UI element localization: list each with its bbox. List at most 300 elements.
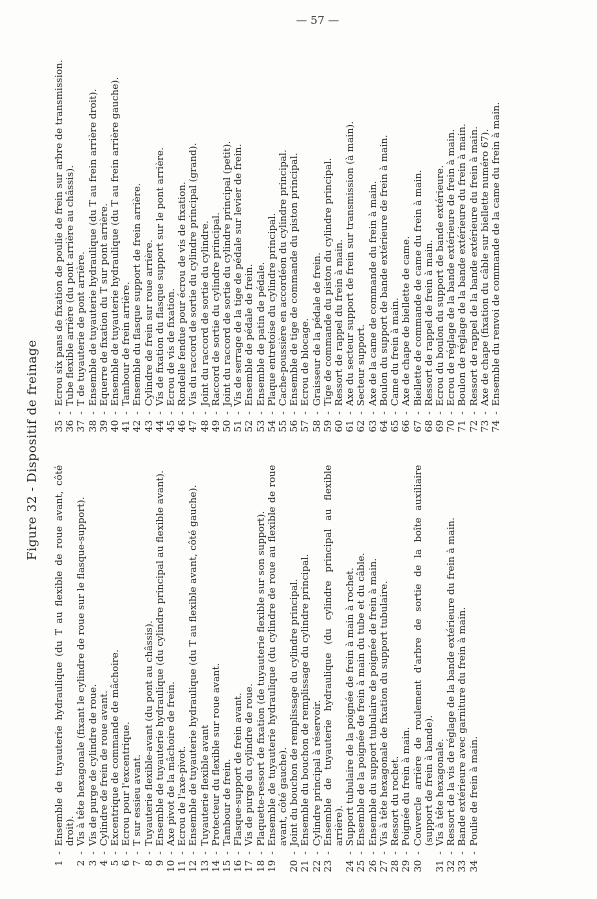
legend-separator: - <box>401 851 413 855</box>
legend-number: 36 <box>65 420 77 433</box>
legend-separator: - <box>154 851 166 855</box>
legend-entry <box>144 465 155 880</box>
legend-entry <box>54 25 65 440</box>
legend-number: 61 <box>345 420 357 433</box>
figure-title: Figure 32 - Dispositif de freinage <box>24 339 39 561</box>
legend-text: Ensemble de tuyauterie hydraulique (du T au flexible avant, côté gauche). <box>188 484 200 846</box>
legend-separator: - <box>222 851 234 855</box>
legend-separator: - <box>255 411 267 415</box>
legend-separator: - <box>479 411 491 415</box>
legend-separator: - <box>143 851 155 855</box>
legend-text: Axe de chape de biellette de came. <box>401 236 413 406</box>
legend-separator: - <box>98 851 110 855</box>
legend-separator: - <box>166 851 178 855</box>
legend-entry <box>166 465 177 880</box>
legend-text: Ecrou de réglage de la bande extérieure de frein à main. <box>446 129 458 406</box>
legend-entry <box>289 25 300 440</box>
legend-number: 51 <box>233 420 245 433</box>
legend-text: Vis à tête hexagonale de fixation du support tubulaire. <box>378 580 390 846</box>
legend-separator: - <box>356 851 368 855</box>
legend-text: Ressort de rappel de la bande extérieure du frein à main. <box>468 126 480 406</box>
legend-text: Ensemble du renvoi de commande de la came du frein à main. <box>490 102 502 406</box>
legend-text: Poignée du frein à main. <box>401 727 413 846</box>
legend-entry <box>435 465 446 880</box>
legend-text: Axe de chape (fixation du câble sur biellette numéro 67). <box>479 128 491 406</box>
legend-number: 74 <box>490 420 502 433</box>
legend-entry <box>446 25 457 440</box>
legend-number: 16 <box>233 860 245 873</box>
legend-separator: - <box>356 411 368 415</box>
legend-separator: - <box>233 411 245 415</box>
legend-text: Ressort de rappel de frein à main. <box>423 239 435 406</box>
legend-number: 29 <box>401 860 413 873</box>
legend-text: Ensemble de tuyauterie hydraulique (du T au frein arrière gauche). <box>110 77 122 406</box>
legend-entry <box>121 25 132 440</box>
legend-text: Ensemble de tuyauterie hydraulique (du T au frein arrière droit). <box>87 88 99 406</box>
legend-entry <box>211 465 222 880</box>
legend-number: 10 <box>166 860 178 873</box>
legend-number: 35 <box>54 420 65 433</box>
legend-text: Ecrou du boulon du support de bande extérieure. <box>434 165 446 406</box>
legend-text: Poulie de frein à main. <box>468 736 480 846</box>
legend-text: Tige de commande du piston du cylindre principal. <box>322 157 334 406</box>
legend-number: 44 <box>154 420 166 433</box>
legend-number: 40 <box>110 420 122 433</box>
legend-text: Axe du secteur support de frein sur transmission (à main). <box>345 121 357 406</box>
legend-entry <box>188 25 199 440</box>
legend-text: Cylindre de frein sur roue arrière. <box>143 239 155 406</box>
legend-number: 66 <box>401 420 413 433</box>
legend-separator: - <box>188 411 200 415</box>
legend-entry <box>222 465 233 880</box>
legend-number: 56 <box>289 420 301 433</box>
legend-text: Boulon du support de bande extérieure de frein à main. <box>378 134 390 406</box>
legend-text: Ensemble de tuyauterie hydraulique (du cylindre de roue au flexible de roue avant, côté gauche). <box>266 465 290 846</box>
legend-separator: - <box>278 411 290 415</box>
legend-separator: - <box>110 411 122 415</box>
legend-text: Cylindre principal à réservoir. <box>311 700 323 846</box>
legend-entry <box>480 25 491 440</box>
legend-text: T sur essieu avant. <box>132 754 144 846</box>
legend-separator: - <box>210 411 222 415</box>
legend-number: 30 <box>412 860 424 873</box>
legend-number: 72 <box>468 420 480 433</box>
legend-entry <box>132 25 143 440</box>
legend-separator: - <box>457 411 469 415</box>
legend-entry <box>413 25 424 440</box>
legend-number: 67 <box>412 420 424 433</box>
legend-number: 25 <box>356 860 368 873</box>
legend-text: Biellette de commande de came du frein à main. <box>412 169 424 406</box>
legend-text: Plaquette-ressort de fixation (de tuyauterie flexible sur son support). <box>255 510 267 846</box>
legend-entry <box>300 25 311 440</box>
legend-entry <box>222 25 233 440</box>
legend-entry <box>155 25 166 440</box>
legend-text: Ensemble de tuyauterie hydraulique (du cylindre principal au flexible avant). <box>154 470 166 846</box>
legend-number: 31 <box>434 860 446 873</box>
legend-entry <box>413 465 435 880</box>
legend-number: 62 <box>356 420 368 433</box>
legend-separator: - <box>289 851 301 855</box>
legend-number: 57 <box>300 420 312 433</box>
legend-number: 5 <box>110 860 122 867</box>
legend-separator: - <box>177 411 189 415</box>
legend-number: 69 <box>434 420 446 433</box>
legend-text: Tube flexible arrière (du pont arrière au châssis). <box>65 165 77 406</box>
legend-entry <box>390 25 401 440</box>
legend-entry <box>379 465 390 880</box>
legend-entry <box>401 25 412 440</box>
legend-entry <box>132 465 143 880</box>
legend-text: Ecrou six pans de fixation de poulie de frein sur arbre de transmission. <box>54 59 65 406</box>
legend-number: 37 <box>76 420 88 433</box>
legend-text: Raccord de sortie du cylindre principal. <box>210 212 222 406</box>
legend-number: 49 <box>210 420 222 433</box>
legend-number: 64 <box>378 420 390 433</box>
legend-entry <box>200 25 211 440</box>
legend-number: 38 <box>87 420 99 433</box>
legend-number: 68 <box>423 420 435 433</box>
legend-text: Flasque-support de frein avant. <box>233 692 245 846</box>
legend-separator: - <box>54 851 65 855</box>
legend-separator: - <box>166 411 178 415</box>
legend-text: Protecteur du flexible sur roue avant. <box>210 663 222 846</box>
legend-entry <box>368 25 379 440</box>
legend-text: Vis de purge du cylindre de roue. <box>244 683 256 846</box>
legend-number: 43 <box>143 420 155 433</box>
legend-text: Graisseur de la pédale de frein. <box>311 252 323 406</box>
legend-separator: - <box>345 851 357 855</box>
legend-number: 70 <box>446 420 458 433</box>
legend-number: 6 <box>121 860 133 867</box>
legend-separator: - <box>390 851 402 855</box>
legend-separator: - <box>345 411 357 415</box>
legend-text: Boulon de réglage de la bande extérieure du frein à main. <box>457 123 469 406</box>
legend-separator: - <box>188 851 200 855</box>
legend-entry <box>188 465 199 880</box>
legend-separator: - <box>378 411 390 415</box>
legend-entry <box>368 465 379 880</box>
legend-separator: - <box>255 851 267 855</box>
legend-text: Bande extérieure avec garniture du frein à main. <box>457 607 469 846</box>
legend-text: Tambour de frein arrière. <box>121 281 133 406</box>
legend-text: Ensemble de tige de commande du piston principal. <box>289 152 301 406</box>
legend-separator: - <box>334 411 346 415</box>
legend-separator: - <box>300 851 312 855</box>
legend-separator: - <box>132 411 144 415</box>
legend-separator: - <box>446 411 458 415</box>
legend-entry <box>356 465 367 880</box>
legend-separator: - <box>468 411 480 415</box>
legend-entry <box>323 25 334 440</box>
legend-text: Ensemble de patin de pédale. <box>255 261 267 406</box>
legend-number: 18 <box>255 860 267 873</box>
legend-number: 65 <box>390 420 402 433</box>
legend-text: Came du frein à main. <box>390 297 402 406</box>
legend-number: 41 <box>121 420 133 433</box>
legend-separator: - <box>199 411 211 415</box>
legend-entry <box>244 25 255 440</box>
legend-entry <box>390 465 401 880</box>
legend-number: 13 <box>199 860 211 873</box>
legend-entry <box>446 465 457 880</box>
legend-text: Axe pivot de la mâchoire de frein. <box>166 681 178 846</box>
legend-number: 14 <box>210 860 222 873</box>
legend-entry <box>155 465 166 880</box>
legend-text: Ecrou de vis de fixation. <box>166 288 178 406</box>
legend-text: Cache-poussière en accordéon du cylindre principal. <box>278 149 290 406</box>
legend-text: Ensemble de tuyauterie hydraulique (du T au flexible de roue avant, côté droit). <box>54 465 77 846</box>
legend-entry <box>457 25 468 440</box>
legend-entry <box>312 25 323 440</box>
legend-separator: - <box>121 411 133 415</box>
legend-separator: - <box>76 851 88 855</box>
legend-text: Support tubulaire de la poignée de frein à main à rochet. <box>345 567 357 846</box>
legend-text: T de tuyauterie de pont arrière. <box>76 251 88 406</box>
legend-column-left <box>54 465 480 880</box>
legend-entry <box>110 465 121 880</box>
legend-separator: - <box>412 411 424 415</box>
legend-number: 58 <box>311 420 323 433</box>
legend-text: Tuyauterie flexible avant <box>199 724 211 846</box>
legend-number: 8 <box>143 860 155 867</box>
legend-entry <box>289 465 300 880</box>
legend-text: Ecrou pour l'excentrique. <box>121 721 133 846</box>
legend-text: Ecrou de l'axe-pivot. <box>177 746 189 846</box>
legend-number: 42 <box>132 420 144 433</box>
legend-number: 32 <box>446 860 458 873</box>
legend-separator: - <box>367 411 379 415</box>
legend-number: 23 <box>322 860 334 873</box>
legend-separator: - <box>98 411 110 415</box>
legend-entry <box>334 25 345 440</box>
legend-entry <box>491 25 502 440</box>
legend-separator: - <box>65 411 77 415</box>
legend-text: Axe de la came de commande du frein à main. <box>367 180 379 406</box>
legend-entry <box>177 25 188 440</box>
legend-text: Tambour de frein. <box>222 758 234 846</box>
legend-separator: - <box>289 411 301 415</box>
legend-text: Ensemble de pédale de frein. <box>244 263 256 406</box>
legend-separator: - <box>121 851 133 855</box>
legend-entry <box>424 25 435 440</box>
legend-number: 60 <box>334 420 346 433</box>
legend-number: 71 <box>457 420 469 433</box>
legend-number: 54 <box>266 420 278 433</box>
legend-text: Secteur support. <box>356 324 368 406</box>
legend-entry <box>435 25 446 440</box>
legend-number: 7 <box>132 860 144 867</box>
legend-number: 3 <box>87 860 99 867</box>
legend-entry <box>76 465 87 880</box>
legend-entry <box>278 25 289 440</box>
legend-entry <box>356 25 367 440</box>
legend-entry <box>54 465 76 880</box>
legend-number: 59 <box>322 420 334 433</box>
legend-entry <box>401 465 412 880</box>
legend-separator: - <box>110 851 122 855</box>
legend-text: Equerre de fixation du T sur pont arrière. <box>98 203 110 406</box>
legend-entry <box>88 25 99 440</box>
legend-number: 20 <box>289 860 301 873</box>
legend-text: Vis à tête hexagonale (fixant le cylindre de roue sur le flasque-support). <box>76 496 88 846</box>
legend-number: 73 <box>479 420 491 433</box>
legend-number: 50 <box>222 420 234 433</box>
legend-entry <box>166 25 177 440</box>
legend-number: 17 <box>244 860 256 873</box>
legend-separator: - <box>434 851 446 855</box>
legend-number: 4 <box>98 860 110 867</box>
legend-text: Ecrou de blocage. <box>300 318 312 406</box>
legend-entry <box>244 465 255 880</box>
legend-separator: - <box>322 411 334 415</box>
legend-text: Ensemble du support tubulaire de poignée de frein à main. <box>367 558 379 846</box>
legend-entry <box>211 25 222 440</box>
legend-number: 11 <box>177 860 189 873</box>
legend-separator: - <box>266 411 278 415</box>
legend-text: Ensemble de tuyauterie hydraulique (du cylindre principal au flexible arrière). <box>322 465 346 846</box>
legend-entry <box>233 25 244 440</box>
legend-separator: - <box>210 851 222 855</box>
legend-text: Ressort de rappel du frein à main. <box>334 239 346 406</box>
legend-number: 53 <box>255 420 267 433</box>
legend-number: 46 <box>177 420 189 433</box>
legend-text: Joint du bouchon de remplissage du cylindre principal. <box>289 578 301 846</box>
legend-number: 22 <box>311 860 323 873</box>
legend-entry <box>379 25 390 440</box>
legend-text: Ressort de la vis de réglage de la bande extérieure du frein à main. <box>446 517 458 846</box>
legend-text: Vis à tête hexagonale. <box>434 738 446 846</box>
legend-entry <box>177 465 188 880</box>
legend-number: 15 <box>222 860 234 873</box>
legend-separator: - <box>390 411 402 415</box>
legend-separator: - <box>87 411 99 415</box>
legend-entry <box>345 465 356 880</box>
legend-separator: - <box>233 851 245 855</box>
legend-separator: - <box>378 851 390 855</box>
legend-separator: - <box>468 851 480 855</box>
legend-separator: - <box>143 411 155 415</box>
legend-text: Joint du raccord de sortie du cylindre principal (petit). <box>222 140 234 406</box>
legend-separator: - <box>300 411 312 415</box>
legend-entry <box>200 465 211 880</box>
legend-text: Ensemble du bouchon de remplissage du cylindre principal. <box>300 553 312 846</box>
legend-entry <box>110 25 121 440</box>
legend-separator: - <box>423 411 435 415</box>
legend-text: Plaque entretoise du cylindre principal. <box>266 213 278 406</box>
legend-separator: - <box>434 411 446 415</box>
legend-separator: - <box>177 851 189 855</box>
legend-text: Tuyauterie flexible-avant (du pont au châssis). <box>143 620 155 846</box>
legend-text: Vis du raccord de sortie du cylindre principal (grand). <box>188 142 200 406</box>
legend-separator: - <box>367 851 379 855</box>
legend-number: 48 <box>199 420 211 433</box>
legend-entry <box>469 25 480 440</box>
legend-separator: - <box>87 851 99 855</box>
legend-separator: - <box>457 851 469 855</box>
legend-number: 52 <box>244 420 256 433</box>
legend-entry <box>144 25 155 440</box>
legend-number: 26 <box>367 860 379 873</box>
legend-text: Ensemble du flasque support de frein arrière. <box>132 183 144 406</box>
legend-separator: - <box>311 851 323 855</box>
legend-separator: - <box>76 411 88 415</box>
legend-separator: - <box>154 411 166 415</box>
rotated-content <box>24 20 584 880</box>
legend-number: 63 <box>367 420 379 433</box>
legend-separator: - <box>132 851 144 855</box>
legend-entry <box>457 465 468 880</box>
legend-number: 2 <box>76 860 88 867</box>
legend-number: 27 <box>378 860 390 873</box>
legend-text: Rondelle fendue pour écrou de vis de fixation. <box>177 181 189 406</box>
legend-number: 45 <box>166 420 178 433</box>
legend-separator: - <box>446 851 458 855</box>
legend-entry <box>65 25 76 440</box>
legend-number: 28 <box>390 860 402 873</box>
legend-number: 33 <box>457 860 469 873</box>
legend-entry <box>300 465 311 880</box>
legend-entry <box>469 465 480 880</box>
legend-column-right <box>54 25 502 440</box>
legend-number: 12 <box>188 860 200 873</box>
legend-number: 47 <box>188 420 200 433</box>
legend-entry <box>267 25 278 440</box>
legend-entry <box>99 465 110 880</box>
legend-separator: - <box>222 411 234 415</box>
legend-separator: - <box>311 411 323 415</box>
legend-entry <box>345 25 356 440</box>
legend-separator: - <box>490 411 502 415</box>
legend-entry <box>312 465 323 880</box>
legend-text: Ensemble de la poignée de frein à main du tube et du câble. <box>356 552 368 846</box>
legend-entry <box>233 465 244 880</box>
legend-separator: - <box>412 851 424 855</box>
legend-entry <box>256 465 267 880</box>
legend-entry <box>88 465 99 880</box>
legend-text: Excentrique de commande de mâchoire. <box>110 649 122 846</box>
legend-entry <box>256 25 267 440</box>
legend-text: Cylindre de frein de roue avant. <box>98 690 110 846</box>
legend-text: Vis de fixation du flasque support sur le pont arrière. <box>154 147 166 406</box>
legend-number: 55 <box>278 420 290 433</box>
legend-number: 24 <box>345 860 357 873</box>
legend-entry <box>99 25 110 440</box>
legend-entry <box>121 465 132 880</box>
legend-entry <box>323 465 345 880</box>
legend-separator: - <box>244 851 256 855</box>
legend-number: 9 <box>154 860 166 867</box>
legend-number: 21 <box>300 860 312 873</box>
legend-text: Couvercle arrière de roulement d'arbre de sortie de la boîte auxiliaire (support de frein à bande). <box>412 465 435 846</box>
legend-text: Vis de purge de cylindre de roue. <box>87 683 99 846</box>
legend-separator: - <box>401 411 413 415</box>
legend-text: Vis de serrage de la tige de pédale sur levier de frein. <box>233 143 245 406</box>
legend-separator: - <box>199 851 211 855</box>
legend-number: 39 <box>98 420 110 433</box>
legend-entry <box>267 465 289 880</box>
legend-number: 34 <box>468 860 480 873</box>
legend-number: 1 <box>54 860 65 867</box>
legend-separator: - <box>322 851 334 855</box>
legend-separator: - <box>54 411 65 415</box>
legend-separator: - <box>266 851 278 855</box>
legend-entry <box>76 25 87 440</box>
legend-separator: - <box>244 411 256 415</box>
page-number: — 57 — <box>296 14 339 27</box>
legend-number: 19 <box>266 860 278 873</box>
legend-text: Joint du raccord de sortie du cylindre. <box>199 220 211 406</box>
